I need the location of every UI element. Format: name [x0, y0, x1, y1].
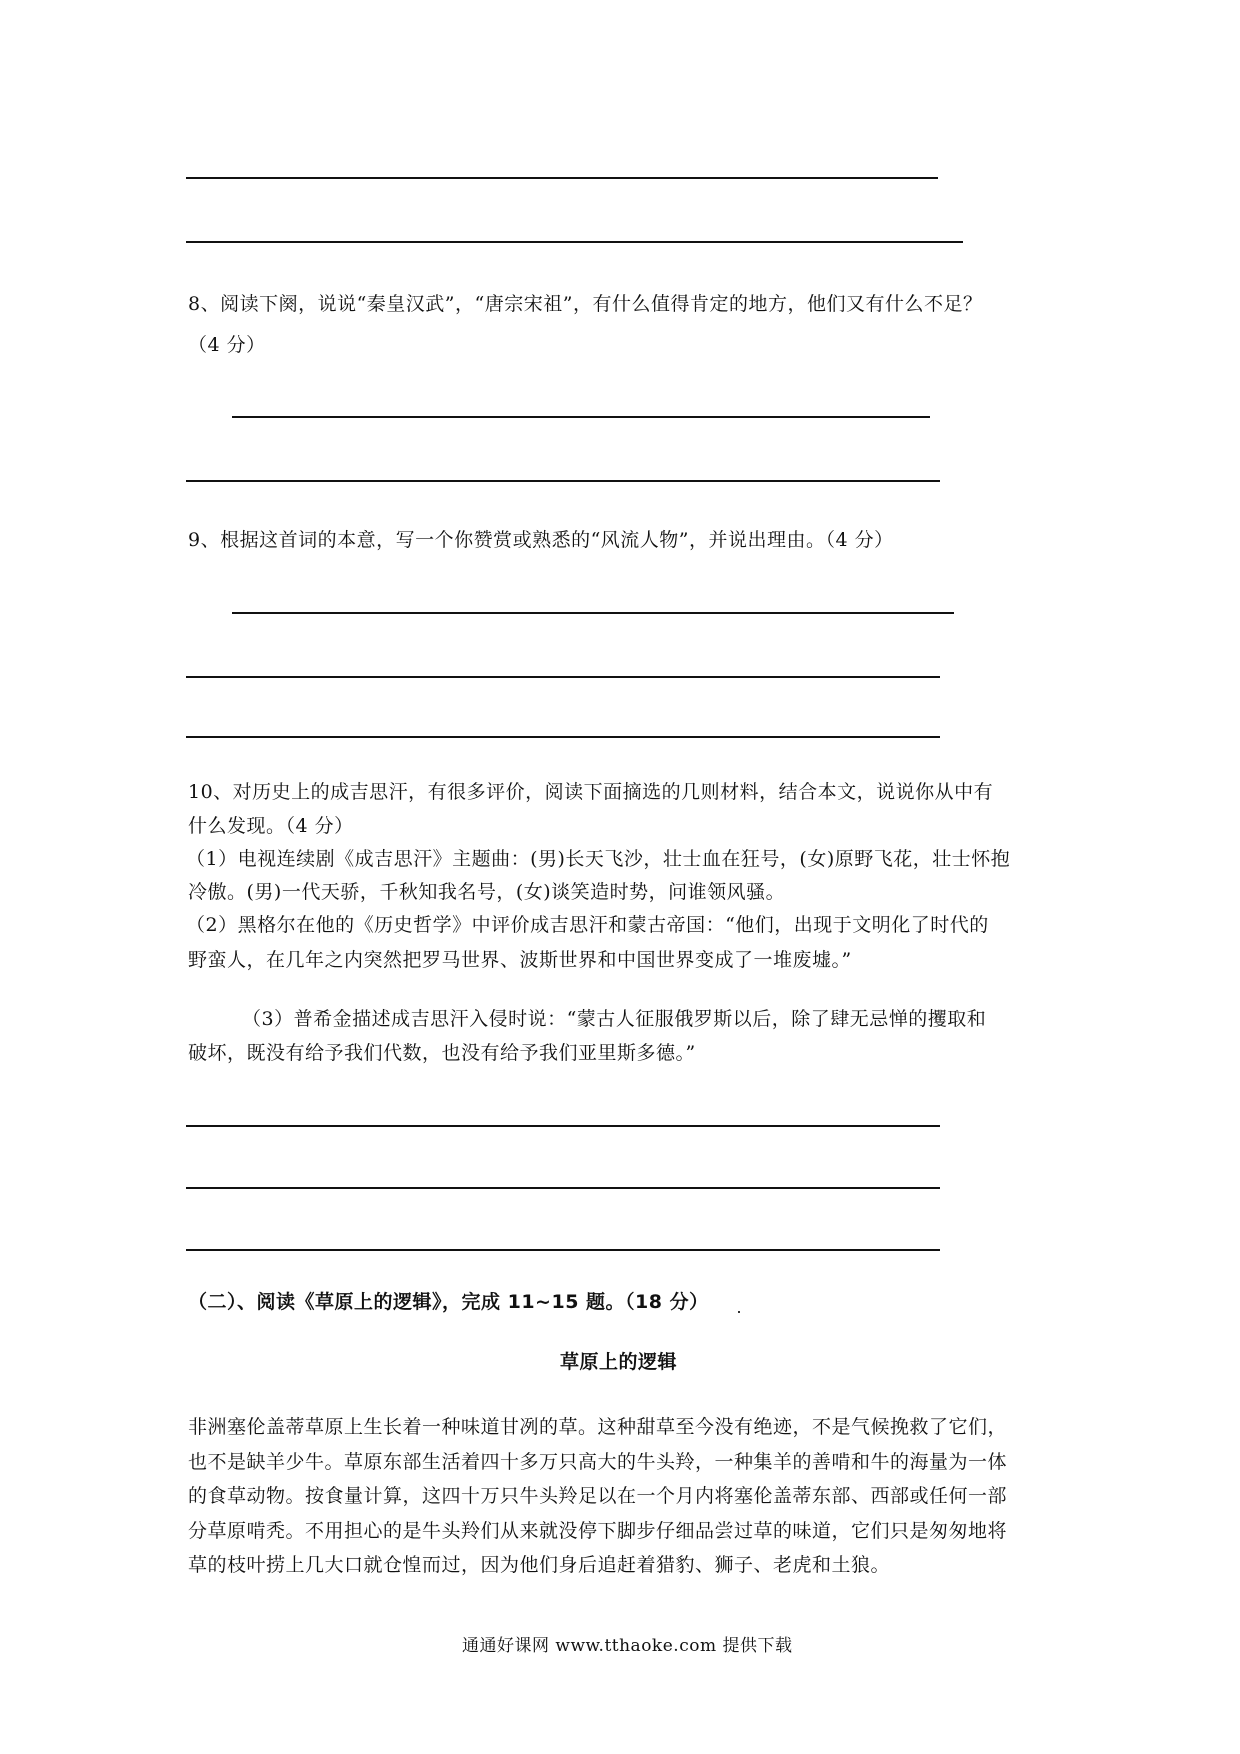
- answer-line: [232, 416, 930, 418]
- question-9-text: 9、根据这首词的本意，写一个你赞赏或熟悉的“风流人物”，并说出理由。（4 分）: [188, 529, 894, 551]
- passage-line: 的食草动物。按食量计算，这四十万只牛头羚足以在一个月内将塞伦盖蒂东部、西部或任何一部: [188, 1485, 1008, 1507]
- answer-line: [186, 676, 940, 678]
- passage-line: 分草原啃秃。不用担心的是牛头羚们从来就没停下脚步仔细品尝过草的味道，它们只是匆匆地将: [188, 1520, 1008, 1542]
- material-2: 野蛮人，在几年之内突然把罗马世界、波斯世界和中国世界变成了一堆废墟。”: [188, 949, 852, 971]
- passage-line: 草的枝叶捞上几大口就仓惶而过，因为他们身后追赶着猎豹、狮子、老虎和土狼。: [188, 1554, 891, 1576]
- passage-line: 也不是缺羊少牛。草原东部生活着四十多万只高大的牛头羚，一种集羊的善啃和牛的海量为一体: [188, 1451, 1008, 1473]
- question-8-text: 8、阅读下阕，说说“秦皇汉武”，“唐宗宋祖”，有什么值得肯定的地方，他们又有什么不足？: [188, 293, 983, 315]
- question-10-text: 10、对历史上的成吉思汗，有很多评价，阅读下面摘选的几则材料，结合本文，说说你从中有: [188, 781, 994, 803]
- material-1: 冷傲。(男)一代天骄，千秋知我名号，(女)谈笑造时势，问谁领风骚。: [188, 881, 786, 903]
- material-2: （2）黑格尔在他的《历史哲学》中评价成吉思汗和蒙古帝国：“他们，出现于文明化了时代的: [186, 914, 989, 936]
- answer-line: [186, 1187, 940, 1189]
- passage-title: 草原上的逻辑: [560, 1351, 678, 1373]
- answer-line: [186, 1125, 940, 1127]
- material-3: （3）普希金描述成吉思汗入侵时说：“蒙古人征服俄罗斯以后，除了肆无忌惮的攫取和: [242, 1008, 987, 1030]
- answer-line: [186, 480, 940, 482]
- answer-line: [186, 736, 940, 738]
- answer-line: [186, 177, 938, 179]
- scan-speck: [738, 1311, 740, 1313]
- footer-text: 通通好课网 www.tthaoke.com 提供下载: [462, 1636, 793, 1656]
- answer-line: [232, 612, 954, 614]
- question-8-score: （4 分）: [188, 334, 266, 356]
- passage-line: 非洲塞伦盖蒂草原上生长着一种味道甘冽的草。这种甜草至今没有绝迹，不是气候挽救了它们，: [188, 1416, 1008, 1438]
- material-3: 破坏，既没有给予我们代数，也没有给予我们亚里斯多德。”: [188, 1042, 696, 1064]
- section-heading: （二）、阅读《草原上的逻辑》，完成 11~15 题。（18 分）: [188, 1291, 709, 1313]
- answer-line: [186, 241, 963, 243]
- question-10-text: 什么发现。（4 分）: [188, 815, 354, 837]
- material-1: （1）电视连续剧《成吉思汗》主题曲：(男)长天飞沙，壮士血在狂号，(女)原野飞花，壮士怀抱: [186, 848, 1011, 870]
- answer-line: [186, 1249, 940, 1251]
